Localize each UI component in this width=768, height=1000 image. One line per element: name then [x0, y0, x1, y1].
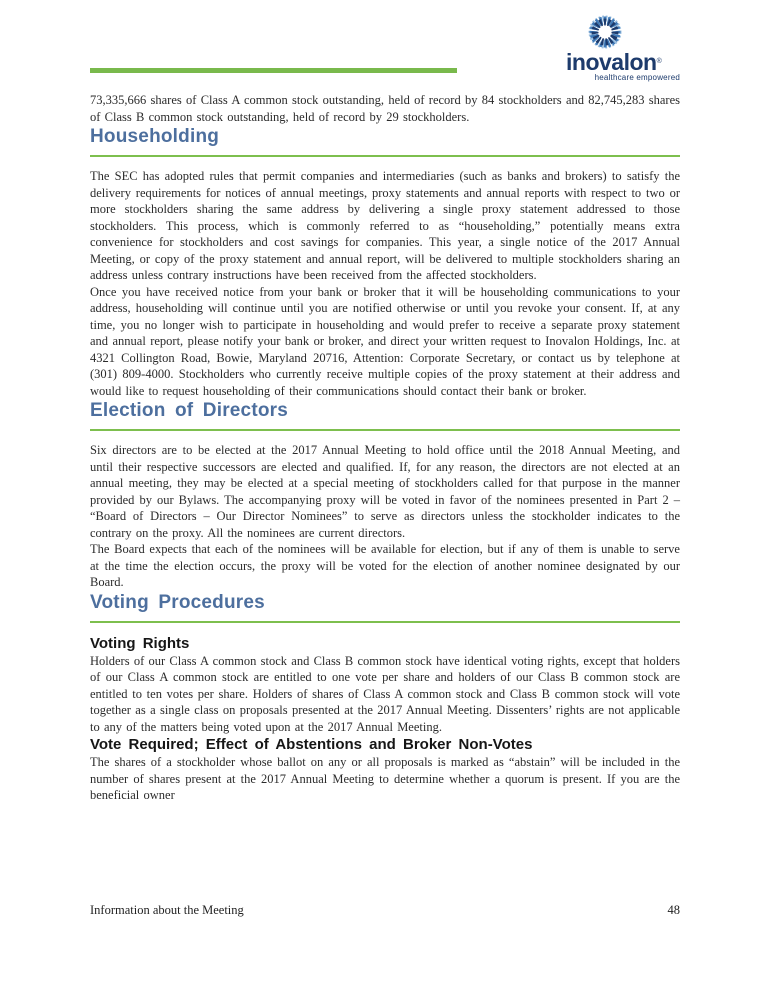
- logo-tagline: healthcare empowered: [594, 73, 680, 82]
- voting-rights-paragraph: Holders of our Class A common stock and Class B common stock have identical voting rights, except that holders of our Class A common stock are entitled to one vote per share and holders of our Class B common stock are entitled to ten votes per share. Holders of shares of Class A common stock and Class B common stock will vote together as a single class on proposals presented at the 2017 Annual Meeting. Dissenters’ rights are not applicable to any of the matters being voted upon at the 2017 Annual Meeting.: [90, 653, 680, 734]
- subheading-vote-required: Vote Required; Effect of Abstentions and Broker Non-Votes: [90, 736, 533, 753]
- section-heading-election-of-directors: Election of Directors: [90, 400, 289, 421]
- page-footer: [90, 903, 680, 918]
- householding-paragraph-1: The SEC has adopted rules that permit companies and intermediaries (such as banks and brokers) to satisfy the delivery requirements for notices of annual meetings, proxy statements and annual reports with respect to two or more stockholders sharing the same address by delivering a single proxy statement addressed to those stockholders. This process, which is commonly referred to as “householding,” potentially means extra convenience for stockholders and cost savings for companies. This year, a single notice of the 2017 Annual Meeting, or copy of the proxy statement and annual report, will be delivered to multiple stockholders sharing an address unless contrary instructions have been received from the affected stockholders.: [90, 169, 680, 282]
- footer-page-number: 48: [667, 903, 680, 917]
- logo-registered-mark: ®: [656, 58, 662, 65]
- householding-paragraph-2: Once you have received notice from your bank or broker that it will be householding communications to your address, householding will continue until you are notified otherwise or until you revoke your consent. If, at any time, you no longer wish to participate in householding and would prefer to receive a separate proxy statement and annual report, please notify your bank or broker, and direct your written request to Inovalon Holdings, Inc. at 4321 Collington Road, Bowie, Maryland 20716, Attention: Corporate Secretary, or contact us by telephone at (301) 809-4000. Stockholders who currently receive multiple copies of the proxy statement at their address and would like to request householding of their communications should contact their bank or broker.: [90, 284, 680, 398]
- section-heading-voting-procedures: Voting Procedures: [90, 591, 265, 613]
- householding-heading-rule: [90, 155, 680, 157]
- election-heading-rule: [90, 429, 680, 431]
- footer-section-title: Information about the Meeting: [90, 903, 244, 917]
- intro-paragraph: 73,335,666 shares of Class A common stock outstanding, held of record by 84 stockholders and 82,745,283 shares of Class B common stock outstanding, held of record by 29 stockholders.: [90, 93, 680, 124]
- subheading-voting-rights: Voting Rights: [90, 634, 190, 652]
- section-heading-householding: Householding: [90, 126, 220, 147]
- vote-required-paragraph: The shares of a stockholder whose ballot on any or all proposals is marked as “abstain” will be included in the number of shares present at the 2017 Annual Meeting to determine whether a quorum is present. If you are the beneficial owner: [90, 755, 680, 802]
- voting-procedures-heading-rule: [90, 621, 680, 623]
- document-body: [90, 0, 680, 804]
- logo-wordmark-ovalon: ovalon: [585, 49, 657, 75]
- election-paragraph-2: The Board expects that each of the nominees will be available for election, but if any of them is unable to serve at the time the election occurs, the proxy will be voted for the election of another nominee designated by our Board.: [90, 542, 680, 589]
- election-paragraph-1: Six directors are to be elected at the 2017 Annual Meeting to hold office until the 2018 Annual Meeting, and until their respective successors are elected and qualified. If, for any reason, the directors are not elected at an annual meeting, they may be elected at a special meeting of stockholders called for that purpose in the manner provided by our Bylaws. The accompanying proxy will be voted in favor of the nominees presented in Part 2 – “Board of Directors – Our Director Nominees” to serve as directors unless the stockholder indicates to the contrary on the proxy. All the nominees are current directors.: [90, 443, 680, 540]
- logo-wordmark-in: in: [566, 49, 586, 75]
